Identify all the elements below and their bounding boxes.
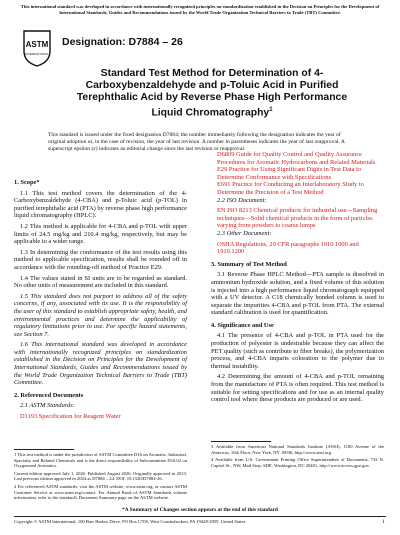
ref-e691-link[interactable]: E691 Practice for Conducting an Interlaboratory Study to Determine the Precision of a Test Method bbox=[217, 181, 364, 196]
scope-1-6: 1.6 This international standard was developed in accordance with internationally recognized principles on standardization established in the Decision on Principles for the Development of International Standards, Guides and Recommendations issued by the World Trade Organization Technical Barriers to Trade (TBT) Committee. bbox=[14, 341, 187, 387]
footnote-2: 2 For referenced ASTM standards, visit the ASTM website, www.astm.org, or contact ASTM Customer Service at www.astm.org/contact. For Annual Book of ASTM Standards volume information, refer to the standard's Document Summary page on the ASTM website. bbox=[14, 483, 187, 501]
logo-subtext: INTERNATIONAL bbox=[25, 52, 49, 56]
footnotes-left bbox=[14, 452, 187, 503]
footnote-divider-right bbox=[211, 441, 271, 442]
section-summary-heading: 3. Summary of Test Method bbox=[211, 260, 287, 268]
designation: Designation: D7884 – 26 bbox=[62, 36, 183, 48]
footnote-3: 3 Available from American National Standards Institute (ANSI), 1180 Avenue of the Americas, 10th Floor, New York, NY 10036, http://www.ansi.org. bbox=[211, 444, 384, 455]
summary-of-changes-note: *A Summary of Changes section appears at the end of this standard bbox=[122, 507, 278, 513]
section-scope-heading: 1. Scope* bbox=[14, 179, 40, 186]
footnote-4: 4 Available from U.S. Government Printing Office Superintendent of Documents, 732 N. Capitol St., NW, Mail Stop: SDE, Washington, DC 20401, http://www.access.gpo.gov. bbox=[211, 457, 384, 468]
right-column bbox=[211, 151, 384, 407]
ref-d1193-link[interactable]: D1193 Specification for Reagent Water bbox=[20, 413, 121, 421]
section-significance-heading: 4. Significance and Use bbox=[211, 321, 274, 329]
page-number: 1 bbox=[382, 519, 385, 525]
scope-1-3: 1.3 In determining the conformance of the test results using this method to applicable specification, results shall be rounded off in accordance with the rounding-off method of Practice E29. bbox=[14, 248, 187, 271]
refs-2-3: 2.3 Other Document: bbox=[217, 229, 272, 237]
significance-4-1: 4.1 The presence of 4-CBA and p-TOL in PTA used for the production of polyester is undesirable because they can affect the PET quality (such as contribute to fiber breaks), the polymerization process, and 4-CBA imparts coloration to the polymer due to thermal instability. bbox=[211, 332, 384, 370]
refs-2-1: 2.1 ASTM Standards: bbox=[20, 402, 75, 410]
ref-iso8213-link[interactable]: EN ISO 8213 Chemical products for industrial use—Sampling techniques—Solid chemical products in the form of particles varying from powders to coarse lumps bbox=[217, 207, 378, 230]
significance-4-2: 4.2 Determining the amount of 4-CBA and p-TOL remaining from the manufacture of PTA is often required. This test method is suitable for setting specifications and for use as an internal quality control tool where these products are produced or are used. bbox=[211, 373, 384, 404]
scope-1-5: 1.5 This standard does not purport to address all of the safety concerns, if any, associated with its use. It is the responsibility of the user of this standard to establish appropriate safety, health, and environmental practices and determine the applicability of regulatory limitations prior to use. For specific hazard statements, see Section 7. bbox=[14, 292, 187, 338]
footnote-1-edition: Current edition approved July 1, 2026. Published August 2026. Originally approved in 2013. Last previous edition approved in 2024 as D7884 – 24. DOI: 10.1520/D7884-26. bbox=[14, 470, 187, 482]
title-text: Standard Test Method for Determination of 4-Carboxybenzaldehyde and p-Toluic Acid in Purified Terephthalic Acid by Reverse Phase High Performance Liquid Chromatography bbox=[76, 68, 348, 119]
wto-notice: This international standard was developed in accordance with internationally recognized principles on standardization established in the Decision on Principles for the Development of International Standards, Guides and Recommendations issued by the World Trade Organization Technical Barriers to Trade (TBT) Committee. bbox=[20, 4, 380, 15]
left-column bbox=[14, 174, 187, 421]
scope-1-4: 1.4 The values stated in SI units are to be regarded as standard. No other units of measurement are included in this standard. bbox=[14, 274, 187, 290]
scope-1-1: 1.1 This test method covers the determination of the 4-Carboxybenzaldehyde (4-CBA) and p-Toluic acid (p-TOL) in purified terephthalic acid (PTA) by reverse phase high performance liquid chromatography (HPLC). bbox=[14, 189, 187, 220]
ref-d6809-link[interactable]: D6809 Guide for Quality Control and Quality Assurance Procedures for Aromatic Hydrocarbons and Related Materials bbox=[217, 151, 376, 166]
astm-logo bbox=[22, 29, 52, 67]
bottom-divider bbox=[14, 516, 386, 517]
title-footnote-mark: 1 bbox=[269, 107, 273, 113]
issue-statement: This standard is issued under the fixed designation D7884; the number immediately following the designation indicates the year of original adoption or, in the case of revision, the year of last revision. A number in parentheses indicates the year of last reapproval. A superscript epsilon (ε) indicates an editorial change since the last revision or reapproval. bbox=[48, 132, 345, 152]
footnote-divider-left bbox=[14, 449, 74, 450]
scope-1-2: 1.2 This method is applicable for 4-CBA and p-TOL with upper limits of 24.5 mg/kg and 210.4 mg/kg, respectively, but may be applicable to a wider range. bbox=[14, 222, 187, 246]
footnotes-right bbox=[211, 444, 384, 470]
footnote-1: 1 This test method is under the jurisdiction of ASTM Committee D16 on Aromatic, Industrial, Specialty and Related Chemicals and is the direct responsibility of Subcommittee D16.02 on Oxygenated Aromatics. bbox=[14, 452, 187, 469]
copyright: Copyright © ASTM International, 100 Barr Harbor Drive, PO Box C700, West Conshohocken, PA 19428-2959. United States bbox=[14, 519, 246, 524]
refs-2-2: 2.2 ISO Document: bbox=[217, 196, 267, 204]
section-refs-heading: 2. Referenced Documents bbox=[14, 391, 84, 399]
logo-text: ASTM bbox=[25, 40, 49, 49]
ref-osha-link[interactable]: OSHA Regulations, 29 CFR paragraphs 1910.1000 and 1910.1200 bbox=[217, 240, 359, 256]
document-title bbox=[62, 68, 362, 119]
summary-3-1: 3.1 Reverse Phase HPLC Method—PTA sample is dissolved in ammonium hydroxide solution, and a fixed volume of this solution is injected into a high performance liquid chromatograph equipped with a UV detector. A C18 chemically bonded column is used to separate the impurities 4-CBA and p-TOL from PTA. The external standard calibration is used for quantification. bbox=[211, 271, 384, 317]
ref-e29-link[interactable]: E29 Practice for Using Significant Digits in Test Data to Determine Conformance with Specifications bbox=[217, 166, 362, 181]
